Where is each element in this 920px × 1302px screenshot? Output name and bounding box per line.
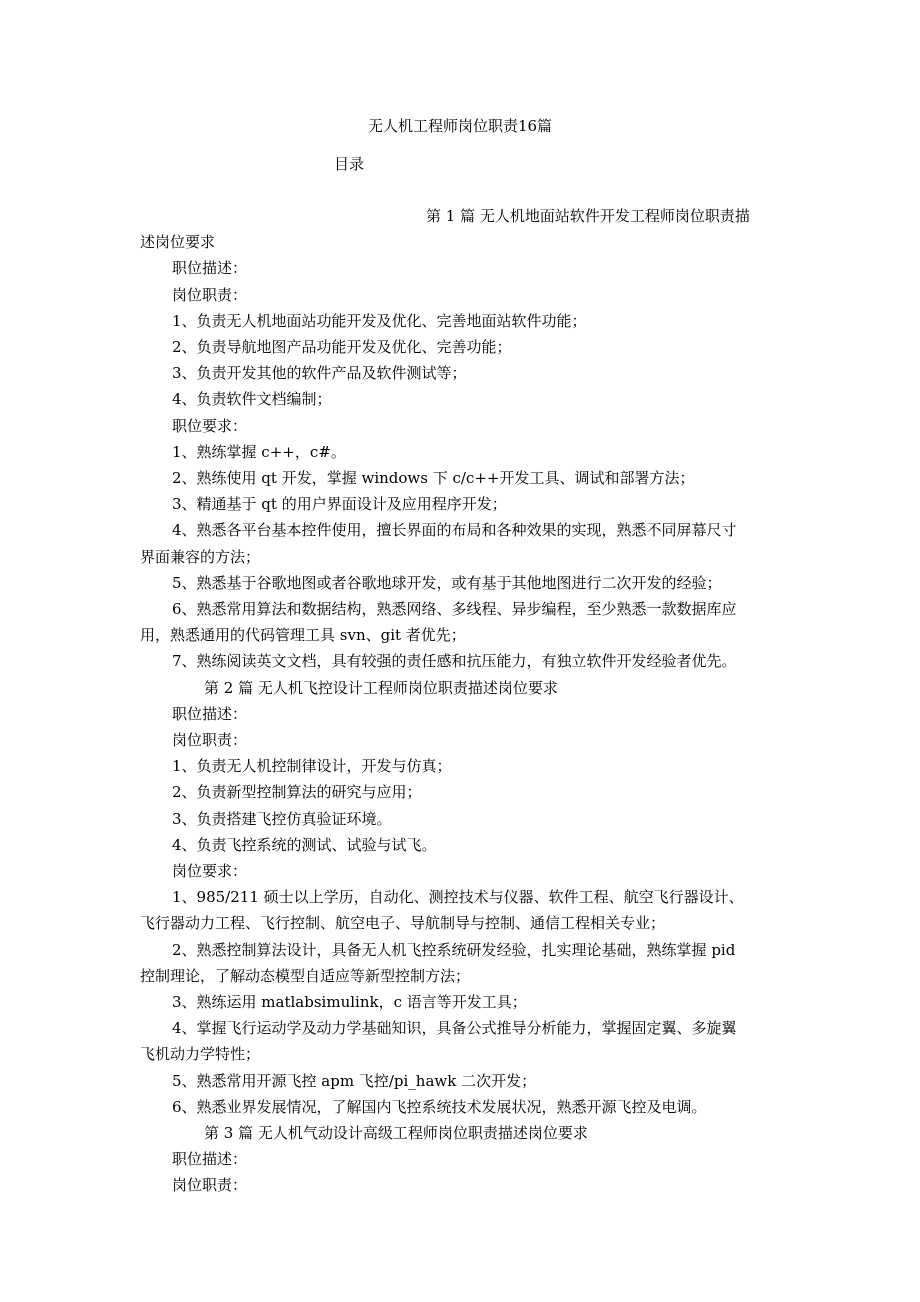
body-line: 第 2 篇 无人机飞控设计工程师岗位职责描述岗位要求 bbox=[204, 678, 558, 697]
body-line: 4、负责飞控系统的测试、试验与试飞。 bbox=[172, 835, 437, 854]
body-line: 6、熟悉常用算法和数据结构，熟悉网络、多线程、异步编程，至少熟悉一款数据库应 bbox=[172, 600, 737, 618]
body-line: 2、熟练使用 qt 开发，掌握 windows 下 c/c++开发工具、调试和部署方法； bbox=[172, 469, 695, 487]
body-line: 3、熟练运用 matlabsimulink，c 语言等开发工具； bbox=[172, 993, 527, 1011]
body-line: 职位描述： bbox=[172, 1150, 248, 1169]
toc-label: 目录 bbox=[334, 155, 365, 173]
body-line: 职位描述： bbox=[172, 259, 248, 278]
body-line: 用，熟悉通用的代码管理工具 svn、git 者优先； bbox=[140, 626, 466, 645]
body-line: 飞机动力学特性； bbox=[140, 1045, 261, 1064]
document-title: 无人机工程师岗位职责16篇 bbox=[367, 117, 553, 135]
body-line: 职位描述： bbox=[172, 704, 248, 723]
body-line: 3、负责开发其他的软件产品及软件测试等； bbox=[172, 364, 467, 383]
body-line: 岗位职责： bbox=[172, 731, 248, 749]
body-line: 第 1 篇 无人机地面站软件开发工程师岗位职责描 bbox=[426, 207, 750, 225]
body-line: 界面兼容的方法； bbox=[140, 547, 261, 566]
body-line: 岗位职责： bbox=[172, 1176, 248, 1195]
body-line: 5、熟悉常用开源飞控 apm 飞控/pi_hawk 二次开发； bbox=[172, 1071, 537, 1090]
body-line: 1、负责无人机控制律设计，开发与仿真； bbox=[172, 757, 452, 776]
body-line: 第 3 篇 无人机气动设计高级工程师岗位职责描述岗位要求 bbox=[204, 1124, 588, 1142]
body-line: 述岗位要求 bbox=[140, 233, 216, 252]
body-line: 控制理论，了解动态模型自适应等新型控制方法； bbox=[140, 966, 471, 985]
body-line: 4、负责软件文档编制； bbox=[172, 390, 332, 409]
body-line: 1、985/211 硕士以上学历，自动化、测控技术与仪器、软件工程、航空飞行器设计、 bbox=[172, 888, 744, 907]
body-line: 1、负责无人机地面站功能开发及优化、完善地面站软件功能； bbox=[172, 311, 587, 330]
body-line: 4、熟悉各平台基本控件使用，擅长界面的布局和各种效果的实现，熟悉不同屏幕尺寸 bbox=[172, 521, 737, 540]
body-line: 6、熟悉业界发展情况，了解国内飞控系统技术发展状况，熟悉开源飞控及电调。 bbox=[172, 1097, 707, 1116]
body-line: 岗位职责： bbox=[172, 285, 248, 304]
body-line: 2、负责导航地图产品功能开发及优化、完善功能； bbox=[172, 338, 512, 356]
body-line: 职位要求： bbox=[172, 416, 248, 435]
body-line: 4、掌握飞行运动学及动力学基础知识，具备公式推导分析能力，掌握固定翼、多旋翼 bbox=[172, 1019, 737, 1038]
body-line: 岗位要求： bbox=[172, 862, 248, 880]
body-line: 1、熟练掌握 c++，c#。 bbox=[172, 442, 346, 461]
body-line: 飞行器动力工程、飞行控制、航空电子、导航制导与控制、通信工程相关专业； bbox=[140, 914, 666, 933]
body-line: 2、负责新型控制算法的研究与应用； bbox=[172, 783, 422, 802]
body-line: 3、负责搭建飞控仿真验证环境。 bbox=[172, 809, 392, 828]
body-line: 5、熟悉基于谷歌地图或者谷歌地球开发，或有基于其他地图进行二次开发的经验； bbox=[172, 573, 722, 592]
body-line: 7、熟练阅读英文文档，具有较强的责任感和抗压能力，有独立软件开发经验者优先。 bbox=[172, 652, 737, 671]
body-line: 2、熟悉控制算法设计，具备无人机飞控系统研发经验，扎实理论基础，熟练掌握 pid bbox=[172, 940, 736, 959]
body-line: 3、精通基于 qt 的用户界面设计及应用程序开发； bbox=[172, 495, 507, 514]
